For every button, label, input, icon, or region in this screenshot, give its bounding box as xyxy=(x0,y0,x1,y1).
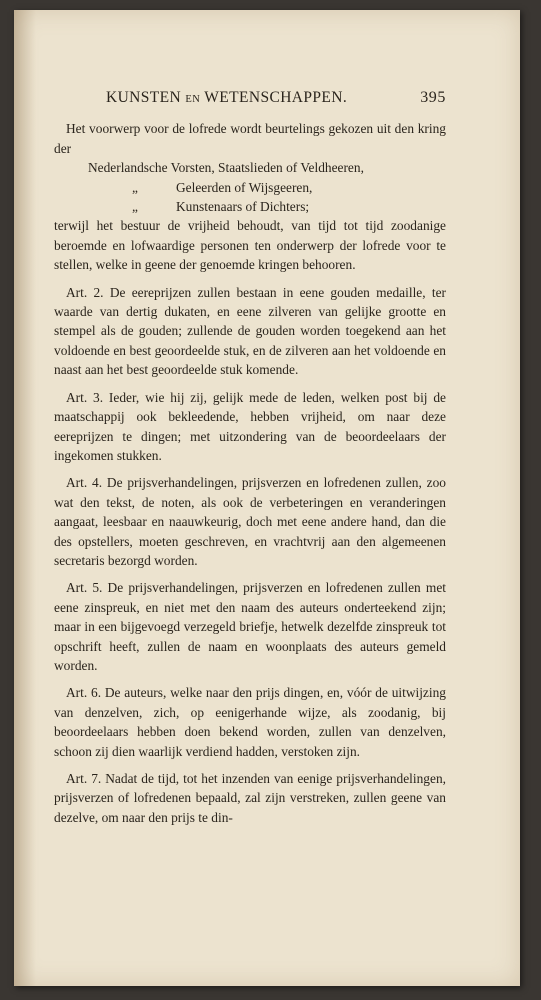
list-item-kunstenaars xyxy=(54,197,446,216)
page-number: 395 xyxy=(420,89,446,106)
list-item-geleerden xyxy=(54,178,446,197)
list-item-vorsten: Nederlandsche Vorsten, Staatslieden of Veldheeren, xyxy=(88,160,364,176)
running-title-part-1: KUNSTEN xyxy=(106,89,182,106)
page-gutter-shadow xyxy=(14,10,36,986)
running-title-conjunction: EN xyxy=(185,94,201,105)
paragraph-intro-continued: terwijl het bestuur de vrijheid behoudt, van tijd tot tijd zoodanige beroemde en lofwaardige personen ten onderwerp der lofrede voor te stellen, welke in geene der genoemde kringen behooren. xyxy=(54,218,446,273)
ditto-mark: „ xyxy=(132,179,138,195)
ditto-mark: „ xyxy=(132,199,138,215)
list-item-text: Kunstenaars of Dichters; xyxy=(176,199,310,215)
page-content xyxy=(54,88,446,835)
running-header xyxy=(106,88,446,109)
running-title xyxy=(106,88,347,109)
list-item-text: Geleerden of Wijsgeeren, xyxy=(176,179,313,195)
article-6: Art. 6. De auteurs, welke naar den prijs dingen, en, vóór de uitwijzing van denzelven, zich, op eenigerhande wijze, als zoodanig, bij beoordeelaars hebben doen bekend worden, zullen van denzelven, schoon zij dien waarlijk verdiend hadden, verstoken zijn. xyxy=(54,685,446,759)
article-5: Art. 5. De prijsverhandelingen, prijsverzen en lofredenen zullen met eene zinspreuk, en niet met den naam des auteurs onderteekend zijn; maar in een bijgevoegd verzegeld briefje, hetwelk dezelfde zinspreuk tot opschrift heeft, zullen de naam en woonplaats des auteurs gemeld worden. xyxy=(54,580,446,673)
article-4: Art. 4. De prijsverhandelingen, prijsverzen en lofredenen zullen, zoo wat den tekst, de noten, als ook de verbeteringen en veranderingen aangaat, leesbaar en naauwkeurig, doch met eene andere hand, dan die des opstellers, moeten geschreven, en vrachtvrij aan den algemeenen secretaris bezorgd worden. xyxy=(54,475,446,568)
book-page xyxy=(14,10,520,986)
running-title-part-2: WETENSCHAPPEN. xyxy=(204,89,348,106)
article-7: Art. 7. Nadat de tijd, tot het inzenden van eenige prijsverhandelingen, prijsverzen of lofredenen bepaald, zal zijn verstreken, zullen geene van dezelve, om naar den prijs te din- xyxy=(54,771,446,825)
article-3: Art. 3. Ieder, wie hij zij, gelijk mede de leden, welken post bij de maatschappij ook bekleedende, hebben vrijheid, om naar deze eereprijzen te dingen; met uitzondering van de beoordeelaars der ingekomen stukken. xyxy=(54,389,446,463)
paragraph-intro: Het voorwerp voor de lofrede wordt beurtelings gekozen uit den kring der xyxy=(54,121,446,156)
article-2: Art. 2. De eereprijzen zullen bestaan in eene gouden medaille, ter waarde van dertig dukaten, en eene zilveren van gelijke grootte en stempel als de gouden; zullende de gouden worden toegekend aan het voldoende en best geoordeelde stuk, en de zilveren aan het voldoende en naast aan het best geoordeelde stuk komende. xyxy=(54,284,446,378)
